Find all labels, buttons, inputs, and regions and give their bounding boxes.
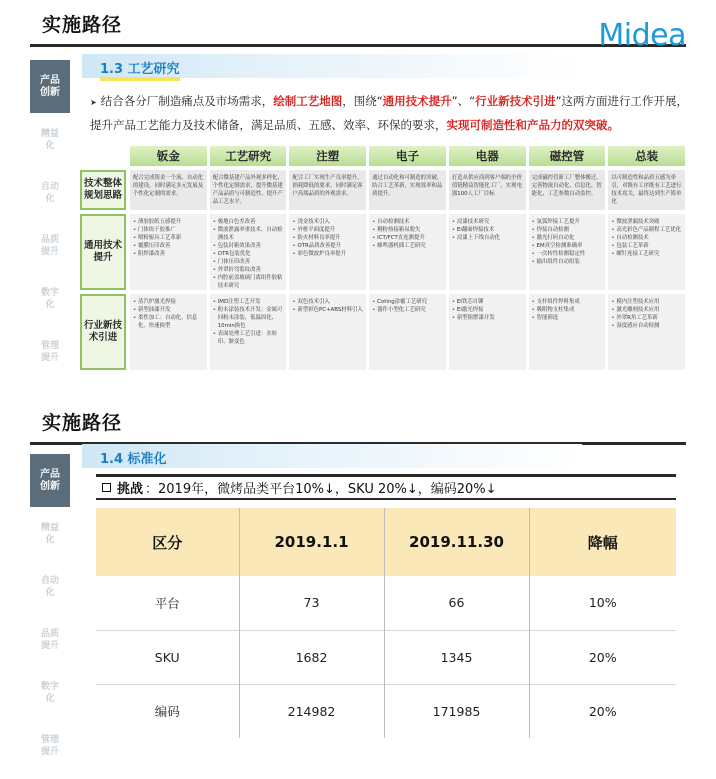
- list-item: • 新型油漆开发: [133, 306, 204, 314]
- section-heading: 1.3 工艺研究: [100, 58, 180, 77]
- slide-process-research: [0, 0, 716, 388]
- matrix-cell: 完成磁控管新工厂整体搬迁，完善物流自动化、信息化、智能化、工艺参数自动监控。: [529, 170, 606, 210]
- list-item: • 蒸汽炉激光焊接: [133, 298, 204, 306]
- list-item: • OTR包装优化: [213, 250, 284, 258]
- matrix-cell: [449, 214, 526, 290]
- list-item: • IMD注塑工艺开发: [213, 298, 284, 306]
- sidebar-item-product-innovation[interactable]: 产品创新: [30, 454, 70, 507]
- matrix-cell: 打造从供应商到客户端的全价值链精益智能化工厂，实现电器100人工厂目标: [449, 170, 526, 210]
- list-item: • 表面处理工艺引进：水转印、渐变色: [213, 330, 284, 346]
- matrix-cell: [369, 294, 446, 370]
- list-item: • OTR品质改善提升: [292, 242, 363, 250]
- list-item: • 模内注塑技术应用: [611, 298, 682, 306]
- list-item: • 氩弧焊接工艺提升: [532, 218, 603, 226]
- column-header: 区分: [96, 508, 239, 576]
- sidebar-item-lean[interactable]: 精益化: [40, 128, 59, 151]
- row-label: 行业新技术引进: [80, 294, 126, 370]
- list-item: • 新型阻燃漆开发: [452, 314, 523, 322]
- slide-title: 实施路径: [42, 14, 123, 36]
- list-item: • 浸漆上下线自动化: [452, 234, 523, 242]
- list-item: • 烫金技术引入: [292, 218, 363, 226]
- list-item: • ICT/FCT直连测提升: [372, 234, 443, 242]
- matrix-row-general-tech: [80, 214, 688, 290]
- sidebar-item-product-innovation[interactable]: 产品创新: [30, 60, 70, 113]
- table-row: [96, 576, 676, 630]
- list-item: • 喷粉辊具工艺革新: [133, 234, 204, 242]
- list-item: • 包装封箱效果改善: [213, 242, 284, 250]
- matrix-cell: [130, 294, 207, 370]
- row-label: 通用技术提升: [80, 214, 126, 290]
- list-item: • 智能筛选: [532, 314, 603, 322]
- list-item: • 外罩折弯裂纹改善: [213, 266, 284, 274]
- table-header-row: [96, 508, 676, 576]
- list-item: • 门体压印改善: [213, 258, 284, 266]
- table-cell: 73: [239, 576, 384, 630]
- list-item: • 吸附物支柱集成: [532, 306, 603, 314]
- list-item: • 浸漆技术研究: [452, 218, 523, 226]
- list-item: • 螺钉连接工艺研究: [611, 250, 682, 258]
- list-item: • 自动检测技术: [372, 218, 443, 226]
- list-item: • 包装工艺革新: [611, 242, 682, 250]
- list-item: • 覆膜压印改善: [133, 242, 204, 250]
- table-cell: 1682: [239, 630, 384, 684]
- list-item: • 新型彩色PC+ABS材料引入: [292, 306, 363, 314]
- list-item: • 蜂鸣器机插工艺研究: [372, 242, 443, 250]
- list-item: • 微波泄漏技术突破: [611, 218, 682, 226]
- list-item: • 内腔前盖玻璃门离组件胶粘技术研究: [213, 274, 284, 290]
- slide-standardization: [0, 398, 716, 779]
- list-item: • 激光雕刻技术应用: [611, 306, 682, 314]
- list-item: • 门体块干胶推广: [133, 226, 204, 234]
- sidebar: [30, 60, 70, 378]
- matrix-cell: [449, 294, 526, 370]
- arrow-bullet-icon: ➤: [90, 98, 97, 107]
- list-item: • 粉末涂装技术开发：金属可回粉末涂装、低温固化、10min换色: [213, 306, 284, 330]
- matrix-header: [130, 146, 688, 166]
- list-item: • 激光打码自动化: [532, 234, 603, 242]
- matrix-row-planning: [80, 170, 688, 210]
- matrix-row-new-tech: [80, 294, 688, 370]
- matrix-cell: 通过自动化和可制造的突破，结合工艺革新，实现效率和品质提升。: [369, 170, 446, 210]
- column-header: 磁控管: [529, 146, 606, 166]
- column-header: 电器: [449, 146, 526, 166]
- table-cell: 10%: [529, 576, 676, 630]
- matrix-cell: 配合完成钣金一个流、自动化的建设，同时满足多元发展及个性化定制的需求。: [130, 170, 207, 210]
- table-cell: SKU: [96, 630, 239, 684]
- column-header: 电子: [369, 146, 446, 166]
- matrix-cell: [289, 294, 366, 370]
- list-item: • 微波泄露率重技术、自动检测技术: [213, 226, 284, 242]
- list-item: • 器件小型化工艺研究: [372, 306, 443, 314]
- sidebar-item-management[interactable]: 管理提升: [40, 734, 59, 757]
- sidebar-item-lean[interactable]: 精益化: [40, 522, 59, 545]
- table-cell: 20%: [529, 630, 676, 684]
- column-header: 钣金: [130, 146, 207, 166]
- challenge-banner: [96, 474, 676, 500]
- slide-title: 实施路径: [42, 412, 123, 434]
- list-item: • 剩粉热接箱易脱失: [372, 226, 443, 234]
- sidebar-item-digital[interactable]: 数字化: [40, 681, 59, 704]
- matrix-cell: 以可制造性和品质五感为牵引，对既有工序既有工艺进行技术攻关，最终达到生产简单化: [608, 170, 685, 210]
- table-row: [96, 684, 676, 738]
- checkbox-square-icon: [102, 483, 111, 492]
- table-cell: 171985: [384, 684, 529, 738]
- matrix-cell: [529, 214, 606, 290]
- process-matrix: [80, 146, 688, 370]
- list-item: • 极地白色差改善: [213, 218, 284, 226]
- matrix-cell: [529, 294, 606, 370]
- table-cell: 1345: [384, 630, 529, 684]
- sidebar-item-management[interactable]: 管理提升: [40, 340, 59, 363]
- sidebar-item-quality[interactable]: 品质提升: [40, 234, 59, 257]
- list-item: • 高光彩色产品制程工艺优化: [611, 226, 682, 234]
- list-item: • 外罩R角工艺革新: [611, 314, 682, 322]
- sidebar-item-quality[interactable]: 品质提升: [40, 628, 59, 651]
- column-header: 总装: [608, 146, 685, 166]
- list-item: • 双色技术引入: [292, 298, 363, 306]
- list-item: • 彩色微波炉良率提升: [292, 250, 363, 258]
- matrix-cell: [210, 294, 287, 370]
- title-rule: [30, 44, 686, 47]
- list-item: • Coting涂覆工艺研究: [372, 298, 443, 306]
- list-item: • 焊接自动检测: [532, 226, 603, 234]
- column-header: 工艺研究: [210, 146, 287, 166]
- list-item: • 防火材料良率提升: [292, 234, 363, 242]
- table-cell: 编码: [96, 684, 239, 738]
- list-item: • 湿度感应自动检测: [611, 322, 682, 330]
- sidebar-item-automation[interactable]: 自动化: [40, 181, 59, 204]
- column-header: 2019.11.30: [384, 508, 529, 576]
- list-item: • EI翻面焊接技术: [452, 226, 523, 234]
- table-row: [96, 630, 676, 684]
- column-header: 注塑: [289, 146, 366, 166]
- matrix-cell: [608, 294, 685, 370]
- sidebar-item-digital[interactable]: 数字化: [40, 287, 59, 310]
- challenge-label: 挑战: [117, 482, 144, 497]
- matrix-cell: 配合微基建产品外观多样化、个性化定制需求，提升微基建产品品质与可制造性、提升产品工艺水平。: [210, 170, 287, 210]
- section-heading: 1.4 标准化: [100, 452, 167, 467]
- column-header: 降幅: [529, 508, 676, 576]
- list-item: • EI铁芯自铆: [452, 298, 523, 306]
- list-item: • 柔性加工：自动化、信息化、快速换型: [133, 314, 204, 330]
- row-label: 技术整体规划思路: [80, 170, 126, 210]
- column-header: 2019.1.1: [239, 508, 384, 576]
- list-item: • 薄胶胶纸五感提升: [133, 218, 204, 226]
- challenge-text: ：2019年，微烤品类平台10%↓，SKU 20%↓，编码20%↓: [145, 482, 497, 497]
- list-item: • 自动检测技术: [611, 234, 682, 242]
- intro-paragraph: ➤ 结合各分厂制造痛点及市场需求，绘制工艺地图，围绕“通用技术提升”、“行业新技术引进”这两方面进行工作开展，提升产品工艺能力及技术储备，满足品质、五感、效率、环保的要求，实现可制造性和产品力的双突破。: [90, 94, 689, 132]
- list-item: • 一次转性检测稳定性: [532, 250, 603, 258]
- table-cell: 20%: [529, 684, 676, 738]
- list-item: • 阻焊漆改善: [133, 250, 204, 258]
- standardization-table: [96, 508, 676, 738]
- sidebar: [30, 454, 70, 772]
- table-cell: 66: [384, 576, 529, 630]
- matrix-cell: [608, 214, 685, 290]
- matrix-cell: [130, 214, 207, 290]
- matrix-cell: [289, 214, 366, 290]
- list-item: • EI激光焊接: [452, 306, 523, 314]
- matrix-cell: 配合工厂实现生产良率提升，损耗降低的要求，同时满足客户高端品质的外观需求。: [289, 170, 366, 210]
- list-item: • 支杆组件焊料集成: [532, 298, 603, 306]
- midea-logo: Midea: [598, 18, 686, 53]
- table-cell: 平台: [154, 595, 180, 611]
- matrix-cell: [210, 214, 287, 290]
- list-item: • 输出组件自动组装: [532, 258, 603, 266]
- matrix-cell: [369, 214, 446, 290]
- list-item: • EM真空检测准确率: [532, 242, 603, 250]
- list-item: • 外框平面度提升: [292, 226, 363, 234]
- sidebar-item-automation[interactable]: 自动化: [40, 575, 59, 598]
- table-cell: 214982: [239, 684, 384, 738]
